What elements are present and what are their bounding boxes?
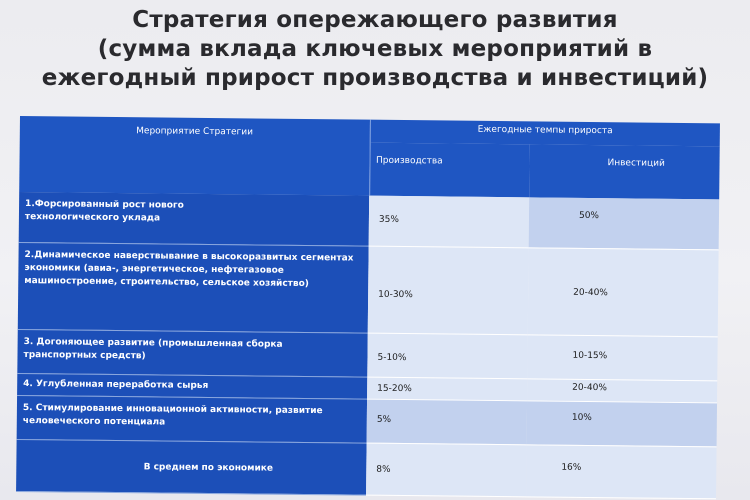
row-investment-value: [527, 400, 717, 446]
row-label: 4. Углубленная переработка сырья: [17, 373, 367, 399]
header-investment: Инвестиций: [529, 144, 720, 199]
row-label: 1.Форсированный рост нового технологического уклада: [19, 192, 370, 246]
table-row: [19, 192, 720, 249]
production-value-text: 5%: [376, 414, 392, 425]
production-value-text: 8%: [376, 464, 391, 475]
investment-value-text: 20-40%: [572, 382, 607, 393]
investment-value-text: 20-40%: [573, 287, 608, 298]
investment-value-text: 16%: [561, 462, 582, 473]
row-investment-value: [526, 444, 717, 498]
row-investment-value: [528, 247, 719, 336]
table-row: [17, 395, 717, 446]
strategy-table: [16, 116, 720, 499]
table-row: [17, 329, 717, 380]
row-production-value: [369, 196, 530, 248]
row-label: 3. Догоняющее развитие (промышленная сборка транспортных средств): [17, 329, 367, 377]
table-row: [16, 439, 717, 498]
investment-value-text: 10-15%: [572, 350, 608, 361]
header-growth: Ежегодные темпы прироста: [370, 120, 720, 147]
title-line-1: Стратегия опережающего развития: [132, 7, 618, 33]
production-value-text: 15-20%: [377, 383, 412, 394]
production-value-text: 5-10%: [377, 352, 407, 363]
row-label: 5. Стимулирование инновационной активности, развитие человеческого потенциала: [17, 395, 367, 443]
row-production-value: [366, 443, 527, 497]
row-investment-value: [529, 197, 720, 249]
production-value-text: 10-30%: [378, 289, 413, 300]
strategy-table-wrapper: [16, 116, 720, 495]
row-production-value: [368, 246, 529, 335]
row-label: 2.Динамическое наверствывание в высокоразвитых сегментах экономики (авиа-, энергетическое, нефтегазовое машиностроение, строительство, сельское хозяйство): [18, 242, 369, 333]
row-label-average: В среднем по экономике: [16, 439, 367, 495]
row-production-value: [367, 333, 527, 379]
production-value-text: 35%: [378, 214, 399, 225]
slide-title: [0, 6, 750, 93]
header-production: Производства: [369, 143, 530, 198]
row-investment-value: [527, 334, 717, 380]
header-measure: Мероприятие Стратегии: [19, 116, 370, 196]
title-line-3: ежегодный прирост производства и инвестиций): [41, 65, 709, 91]
investment-value-text: 50%: [578, 210, 600, 222]
table-row: [18, 242, 719, 336]
row-production-value: [367, 399, 527, 445]
investment-value-text: 10%: [571, 412, 592, 423]
title-line-2: (сумма вклада ключевых мероприятий в: [97, 36, 653, 62]
row-production-value: [367, 377, 527, 401]
row-investment-value: [527, 378, 717, 402]
